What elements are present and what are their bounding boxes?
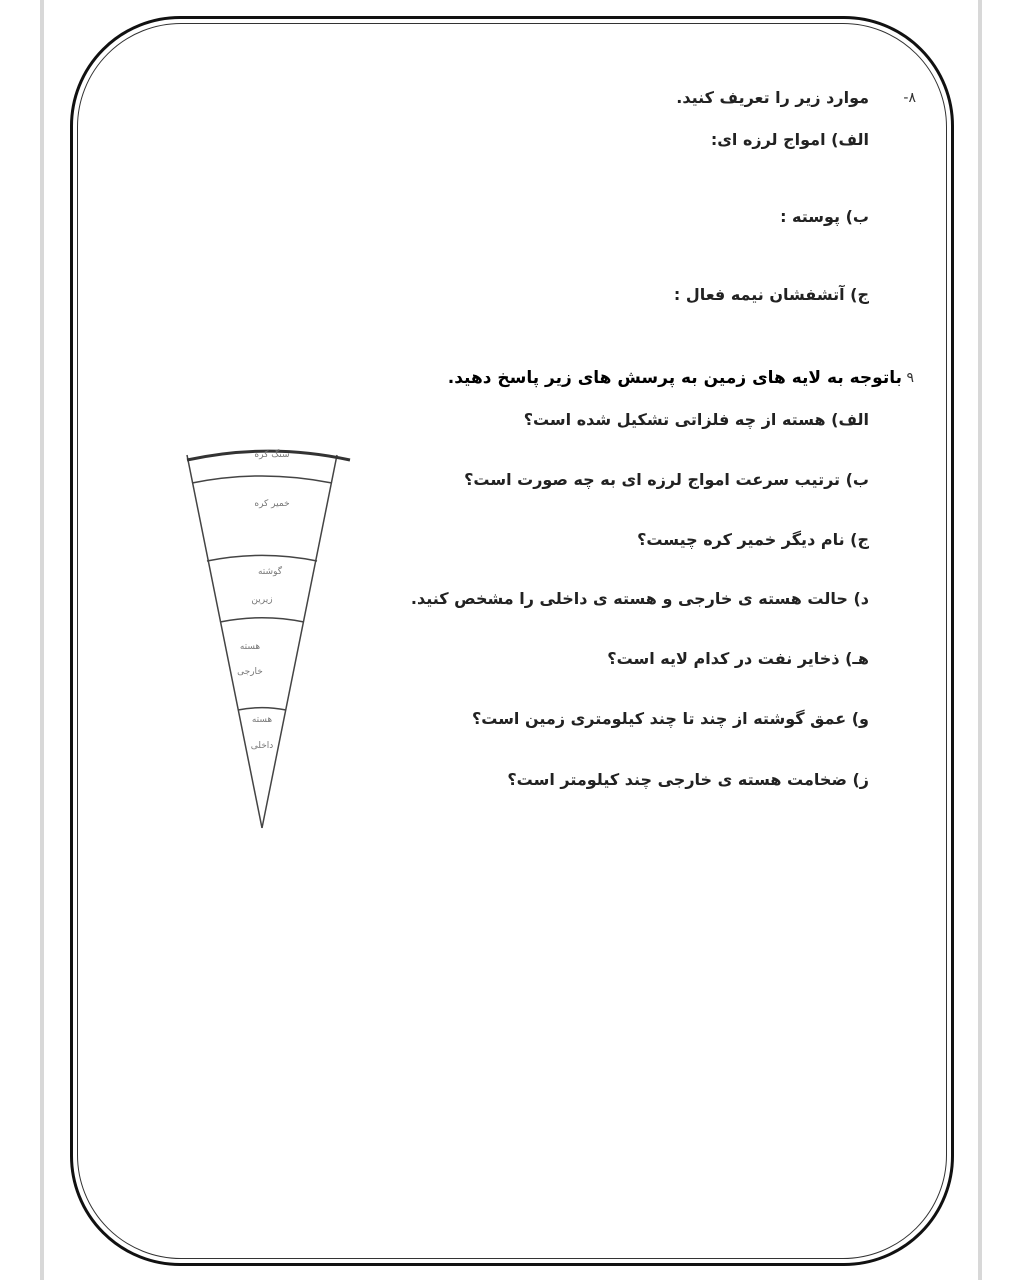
question-8-item: ب) پوسته : xyxy=(780,207,869,226)
question-9-item: هـ) ذخایر نفت در کدام لایه است؟ xyxy=(607,649,869,668)
arc-mantle xyxy=(220,618,304,622)
question-9-item: ز) ضخامت هسته ی خارجی چند کیلومتر است؟ xyxy=(507,770,869,789)
question-8-number: ۸- xyxy=(903,90,916,106)
label-outer-core: هسته xyxy=(239,642,261,652)
question-9-item: ج) نام دیگر خمیر کره چیست؟ xyxy=(637,530,869,549)
question-8-title: موارد زیر را تعریف کنید. xyxy=(676,88,869,107)
arc-lithosphere xyxy=(192,476,332,483)
question-8-item: الف) امواج لرزه ای: xyxy=(710,130,869,149)
question-9-item: و) عمق گوشته از چند تا چند کیلومتری زمین است؟ xyxy=(471,709,869,728)
question-9-item: د) حالت هسته ی خارجی و هسته ی داخلی را مشخص کنید. xyxy=(410,589,869,608)
label-mantle-lower: زیرین xyxy=(251,595,273,605)
label-mantle: گوشته xyxy=(257,567,283,577)
label-lithosphere: سنگ کره xyxy=(254,450,290,460)
label-inner-core-2: داخلی xyxy=(250,741,274,751)
arc-asthenosphere xyxy=(207,555,317,561)
question-9-number: ۹ xyxy=(906,370,914,386)
label-outer-core-2: خارجی xyxy=(237,667,263,677)
arc-outer-core xyxy=(238,708,286,710)
label-inner-core: هسته xyxy=(251,715,273,725)
question-9-title: باتوجه به لایه های زمین به پرسش های زیر پاسخ دهید. xyxy=(447,368,902,388)
cone-right-side xyxy=(262,455,337,828)
question-9-item: ب) ترتیب سرعت امواج لرزه ای به چه صورت است؟ xyxy=(464,470,869,489)
label-asthenosphere: خمیر کره xyxy=(254,499,290,509)
question-9-item: الف) هسته از چه فلزاتی تشکیل شده است؟ xyxy=(523,410,869,429)
question-8-item: ج) آتشفشان نیمه فعال : xyxy=(673,285,869,304)
